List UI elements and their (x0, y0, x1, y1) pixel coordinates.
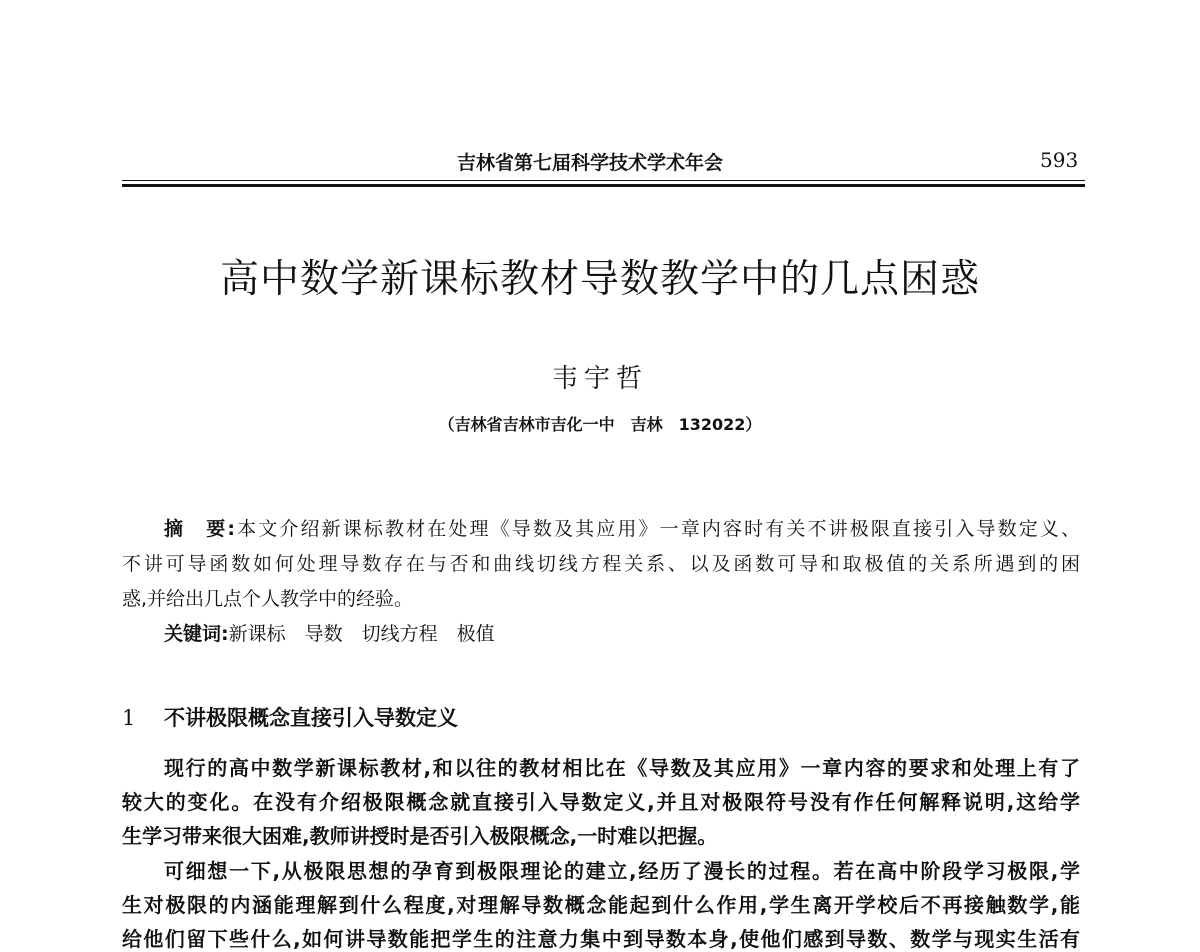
body-line: 现行的高中数学新课标教材,和以往的教材相比在《导数及其应用》一章内容的要求和处理上有了 (164, 756, 1080, 780)
section-heading (122, 702, 458, 732)
body-line: 可细想一下,从极限思想的孕育到极限理论的建立,经历了漫长的过程。若在高中阶段学习极限,学 (164, 859, 1080, 883)
abstract-line (164, 514, 1080, 541)
keywords-value: 新课标 导数 切线方程 极值 (228, 623, 495, 645)
paper-title: 高中数学新课标教材导数教学中的几点困惑 (219, 257, 980, 302)
running-header: 吉林省第七届科学技术学术年会 (456, 152, 723, 174)
abstract-line: 不讲可导函数如何处理导数存在与否和曲线切线方程关系、以及函数可导和取极值的关系所遇到的困 (122, 553, 1080, 575)
header-rule-thick (122, 184, 1085, 187)
author: 韦宇哲 (551, 364, 648, 394)
keywords (164, 619, 1080, 646)
body-line: 较大的变化。在没有介绍极限概念就直接引入导数定义,并且对极限符号没有作任何解释说明,这给学 (122, 790, 1080, 814)
abstract-label: 摘 要: (164, 518, 235, 540)
affiliation: （吉林省吉林市吉化一中 吉林 132022） (438, 415, 762, 434)
keywords-label: 关键词: (164, 623, 229, 645)
body-line: 生学习带来很大困难,教师讲授时是否引入极限概念,一时难以把握。 (122, 824, 718, 848)
body-line: 给他们留下些什么,如何讲导数能把学生的注意力集中到导数本身,使他们感到导数、数学与现实生活有 (122, 927, 1080, 951)
section-title: 不讲极限概念直接引入导数定义 (164, 706, 458, 730)
abstract-line: 惑,并给出几点个人教学中的经验。 (122, 588, 414, 610)
header-rule-thin (122, 180, 1085, 181)
body-line: 生对极限的内涵能理解到什么程度,对理解导数概念能起到什么作用,学生离开学校后不再接触数学,能 (122, 893, 1080, 917)
abstract-text: 本文介绍新课标教材在处理《导数及其应用》一章内容时有关不讲极限直接引入导数定义、 (234, 518, 1080, 540)
page-number: 593 (1040, 148, 1079, 172)
section-number: 1 (122, 706, 136, 730)
